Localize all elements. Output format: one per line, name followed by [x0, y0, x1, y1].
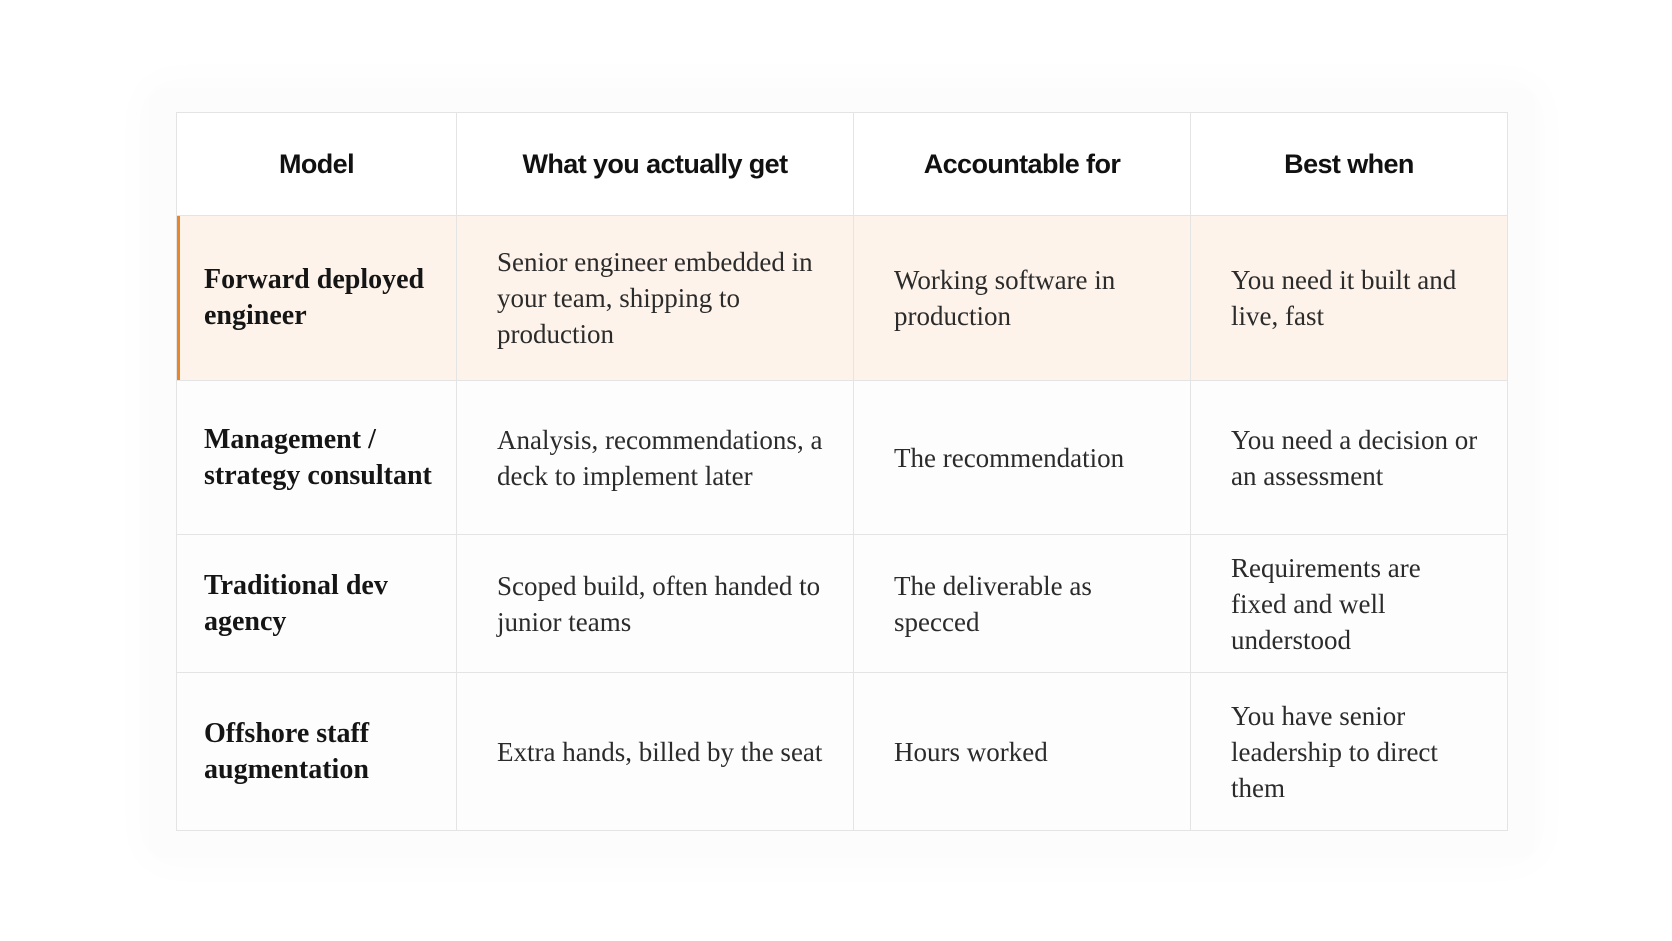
best-when-cell: You need a decision or an assessment: [1191, 381, 1508, 535]
model-cell: Management / strategy consultant: [177, 381, 457, 535]
table-row: [177, 535, 1508, 673]
accountable-for-cell: Working software in production: [854, 216, 1191, 381]
accountable-for-cell: Hours worked: [854, 673, 1191, 831]
accountable-for-cell: The deliverable as specced: [854, 535, 1191, 673]
table-body: [177, 216, 1508, 831]
best-when-cell: Requirements are fixed and well understood: [1191, 535, 1508, 673]
best-when-cell: You have senior leadership to direct them: [1191, 673, 1508, 831]
model-cell: Traditional dev agency: [177, 535, 457, 673]
table-header: [177, 113, 1508, 216]
header-accountable-for: Accountable for: [854, 113, 1191, 216]
table-row-highlighted: [177, 216, 1508, 381]
header-best-when: Best when: [1191, 113, 1508, 216]
accountable-for-cell: The recommendation: [854, 381, 1191, 535]
what-you-get-cell: Extra hands, billed by the seat: [457, 673, 854, 831]
what-you-get-cell: Senior engineer embedded in your team, shipping to production: [457, 216, 854, 381]
header-what-you-get: What you actually get: [457, 113, 854, 216]
header-row: [177, 113, 1508, 216]
model-cell: Forward deployed engineer: [177, 216, 457, 381]
what-you-get-cell: Scoped build, often handed to junior teams: [457, 535, 854, 673]
comparison-table: [176, 112, 1508, 831]
table-row: [177, 673, 1508, 831]
what-you-get-cell: Analysis, recommendations, a deck to implement later: [457, 381, 854, 535]
best-when-cell: You need it built and live, fast: [1191, 216, 1508, 381]
table-row: [177, 381, 1508, 535]
header-model: Model: [177, 113, 457, 216]
model-cell: Offshore staff augmentation: [177, 673, 457, 831]
